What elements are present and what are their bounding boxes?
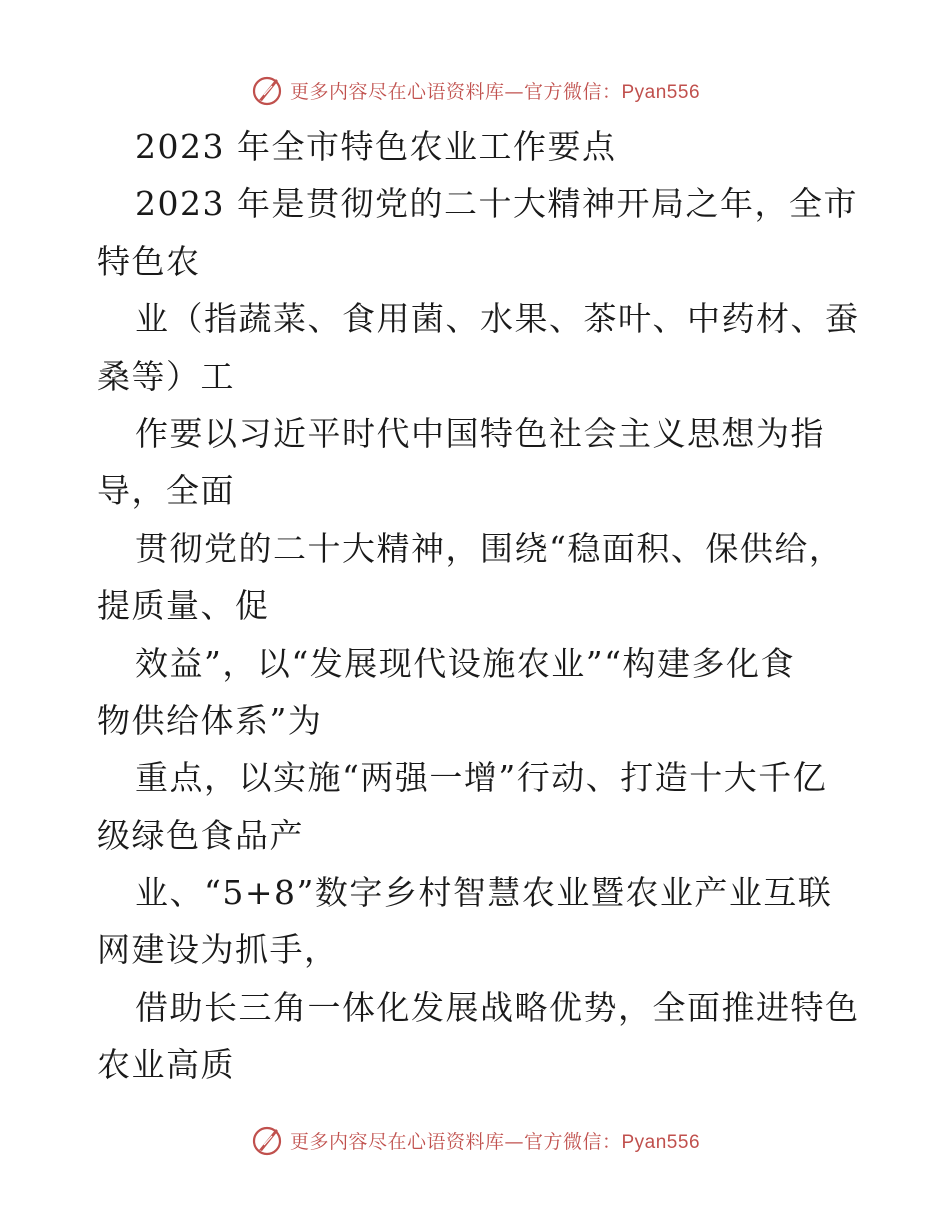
watermark-wechat-id: Pyan556 — [621, 81, 701, 103]
paragraph-line: 2023 年是贯彻党的二十大精神开局之年，全市 — [135, 184, 858, 224]
watermark-text: 更多内容尽在心语资料库—官方微信：Pyan556 — [289, 80, 701, 103]
feather-pen-logo-icon — [250, 73, 284, 107]
paragraph-line: 贯彻党的二十大精神，围绕“稳面积、保供给， — [135, 528, 844, 568]
paragraph-line: 级绿色食品产 — [97, 815, 304, 855]
paragraph-line: 重点，以实施“两强一增”行动、打造十大千亿 — [135, 758, 828, 798]
paragraph-line: 作要以习近平时代中国特色社会主义思想为指 — [135, 413, 825, 453]
watermark-header — [0, 70, 950, 110]
paragraph-line: 业、“5+8”数字乡村智慧农业暨农业产业互联 — [135, 873, 833, 913]
paragraph-line: 借助长三角一体化发展战略优势，全面推进特色 — [135, 987, 860, 1027]
paragraph-line: 特色农 — [97, 241, 201, 281]
paragraph-line: 农业高质 — [97, 1045, 235, 1085]
paragraph-line: 提质量、促 — [97, 586, 270, 626]
paragraph-line: 效益”，以“发展现代设施农业”“构建多化食 — [135, 643, 795, 683]
paragraph-line: 业（指蔬菜、食用菌、水果、茶叶、中药材、蚕 — [135, 299, 860, 339]
paragraph-line: 导，全面 — [97, 471, 235, 511]
paragraph-line: 桑等）工 — [97, 356, 235, 396]
document-title: 2023 年全市特色农业工作要点 — [135, 127, 617, 166]
document-body — [97, 118, 860, 1094]
watermark-wechat-id: Pyan556 — [621, 1131, 701, 1153]
watermark-text: 更多内容尽在心语资料库—官方微信：Pyan556 — [289, 1130, 701, 1153]
paragraph-line: 网建设为抓手， — [97, 930, 339, 970]
paragraph-line: 物供给体系”为 — [97, 700, 323, 740]
watermark-footer — [0, 1120, 950, 1160]
feather-pen-logo-icon — [250, 1123, 284, 1157]
